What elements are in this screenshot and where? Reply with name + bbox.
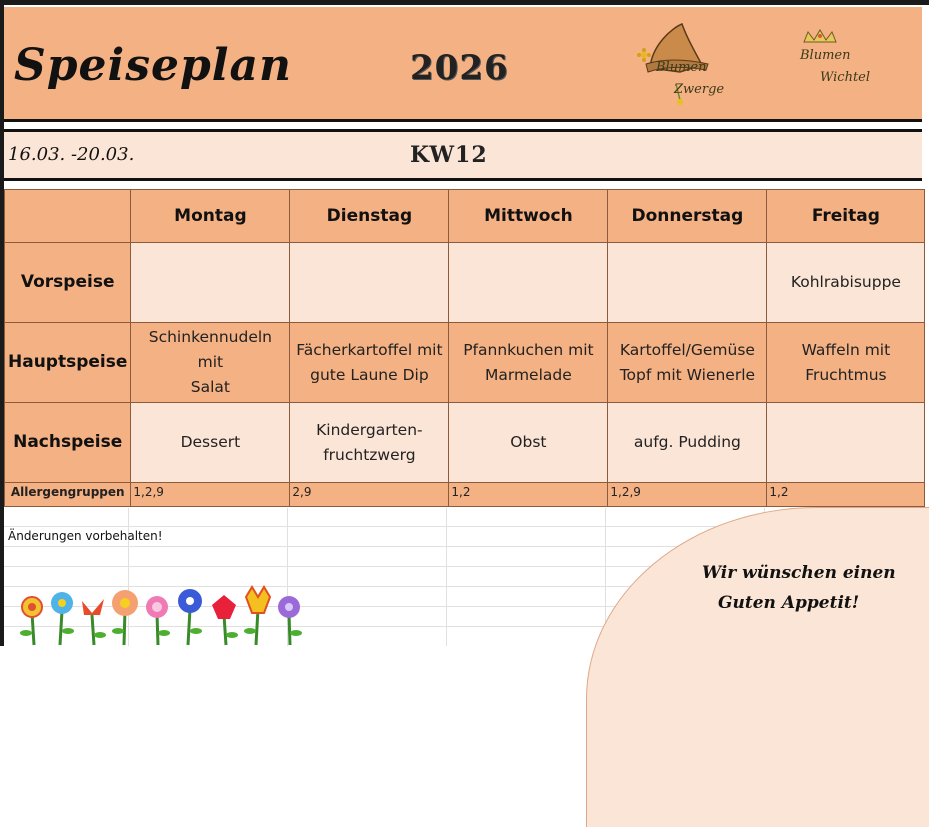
allergen-cell: 1,2 xyxy=(767,483,925,507)
logo-left-line2: Zwerge xyxy=(674,82,725,97)
allergen-cell: 1,2,9 xyxy=(608,483,767,507)
menu-cell xyxy=(290,323,449,403)
date-range: 16.03. -20.03. xyxy=(8,144,135,165)
menu-cell xyxy=(131,323,290,403)
menu-cell xyxy=(767,403,925,483)
menu-cell xyxy=(449,243,608,323)
day-header-donnerstag: Donnerstag xyxy=(608,190,767,243)
menu-table xyxy=(4,189,925,507)
menu-cell xyxy=(608,403,767,483)
day-header-montag: Montag xyxy=(131,190,290,243)
menu-line: Topf mit Wienerle xyxy=(619,365,756,384)
menu-cell xyxy=(608,243,767,323)
menu-line: Pfannkuchen mit xyxy=(463,340,594,359)
row-label-vorspeise: Vorspeise xyxy=(5,243,131,323)
wish-line-2: Guten Appetit! xyxy=(718,593,860,613)
menu-cell xyxy=(608,323,767,403)
wish-line-1: Wir wünschen einen xyxy=(702,563,896,583)
day-header-mittwoch: Mittwoch xyxy=(449,190,608,243)
logo-right-line1: Blumen xyxy=(800,48,851,63)
page-title: Speiseplan xyxy=(14,40,292,91)
menu-line: Waffeln mit xyxy=(801,340,891,359)
menu-line: Marmelade xyxy=(484,365,572,384)
menu-line: Dessert xyxy=(180,433,241,451)
flowers-illustration xyxy=(12,583,312,646)
menu-cell xyxy=(131,243,290,323)
changes-note: Änderungen vorbehalten! xyxy=(8,529,163,543)
blumen-zwerge-logo xyxy=(632,20,742,112)
logo-right-line2: Wichtel xyxy=(820,70,871,85)
menu-line: Fächerkartoffel mit xyxy=(296,340,443,359)
menu-cell xyxy=(290,243,449,323)
menu-cell: Kohlrabisuppe xyxy=(767,243,925,323)
allergen-cell: 1,2,9 xyxy=(131,483,290,507)
gridline xyxy=(446,508,447,646)
menu-cell xyxy=(290,403,449,483)
nachspeise-row xyxy=(5,403,925,483)
days-header-row xyxy=(5,190,925,243)
allergen-cell: 2,9 xyxy=(290,483,449,507)
menu-cell xyxy=(449,323,608,403)
menu-cell xyxy=(767,323,925,403)
vorspeise-row xyxy=(5,243,925,323)
blumen-wichtel-logo xyxy=(790,28,890,98)
day-header-dienstag: Dienstag xyxy=(290,190,449,243)
wish-blob xyxy=(586,507,929,827)
row-label-allergene: Allergengruppen xyxy=(5,483,131,507)
menu-line: Obst xyxy=(510,433,547,451)
top-border xyxy=(0,0,929,5)
year-label: 2026 xyxy=(410,48,509,88)
menu-line: Kindergarten- xyxy=(316,420,423,439)
allergen-cell: 1,2 xyxy=(449,483,608,507)
corner-cell xyxy=(5,190,131,243)
menu-cell xyxy=(449,403,608,483)
menu-line: gute Laune Dip xyxy=(310,365,429,384)
menu-line: fruchtzwerg xyxy=(323,445,416,464)
day-header-freitag: Freitag xyxy=(767,190,925,243)
logo-left-line1: Blumen xyxy=(656,60,707,75)
menu-line: Kartoffel/Gemüse xyxy=(619,340,755,359)
menu-line: aufg. Pudding xyxy=(633,433,741,451)
menu-line: Schinkennudeln mit xyxy=(148,328,273,371)
menu-line: Salat xyxy=(190,378,230,396)
row-label-nachspeise: Nachspeise xyxy=(5,403,131,483)
menu-line: Fruchtmus xyxy=(805,365,887,384)
calendar-week: KW12 xyxy=(410,142,488,168)
menu-cell xyxy=(131,403,290,483)
row-label-hauptspeise: Hauptspeise xyxy=(5,323,131,403)
hauptspeise-row xyxy=(5,323,925,403)
allergen-row xyxy=(5,483,925,507)
